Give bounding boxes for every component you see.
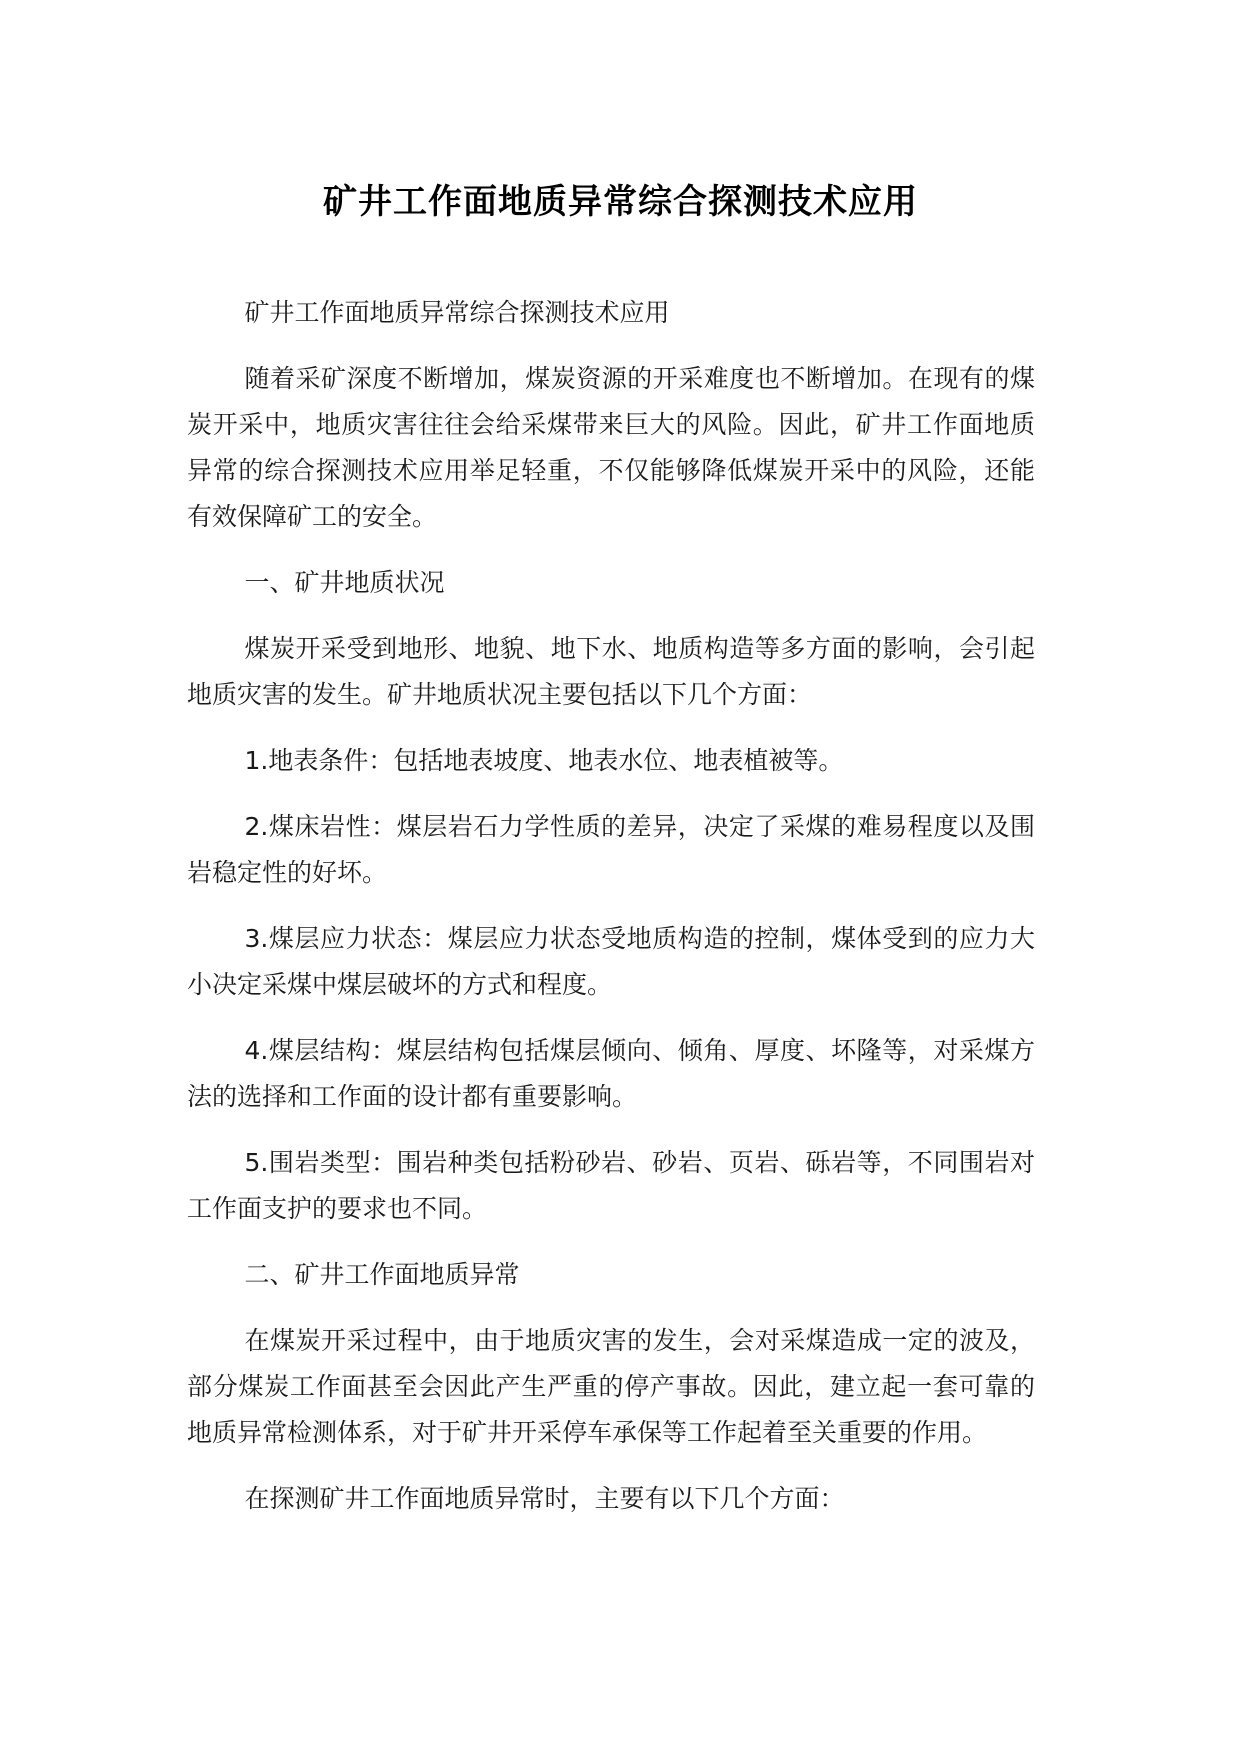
document-title: 矿井工作面地质异常综合探测技术应用 (323, 182, 918, 222)
list-item-surface: 1.地表条件：包括地表坡度、地表水位、地表植被等。 (244, 746, 844, 775)
list-item-lithology: 2.煤床岩性：煤层岩石力学性质的差异，决定了采煤的难易程度以及围岩稳定性的好坏。 (187, 812, 1035, 887)
paragraph-intro: 随着采矿深度不断增加，煤炭资源的开采难度也不断增加。在现有的煤炭开采中，地质灾害往往会给采煤带来巨大的风险。因此，矿井工作面地质异常的综合探测技术应用举足轻重，不仅能够降低煤炭开采中的风险，还能有效保障矿工的安全。 (187, 364, 1035, 531)
section-heading-geology: 一、矿井地质状况 (244, 568, 445, 597)
paragraph-subtitle: 矿井工作面地质异常综合探测技术应用 (244, 298, 670, 327)
paragraph-detection-intro: 在探测矿井工作面地质异常时，主要有以下几个方面： (244, 1484, 845, 1513)
document-body (187, 290, 1035, 1542)
paragraph-geology-overview: 煤炭开采受到地形、地貌、地下水、地质构造等多方面的影响，会引起地质灾害的发生。矿井地质状况主要包括以下几个方面： (187, 634, 1035, 709)
list-item-structure: 4.煤层结构：煤层结构包括煤层倾向、倾角、厚度、坏隆等，对采煤方法的选择和工作面的设计都有重要影响。 (187, 1036, 1035, 1111)
paragraph-anomaly-overview: 在煤炭开采过程中，由于地质灾害的发生，会对采煤造成一定的波及，部分煤炭工作面甚至会因此产生严重的停产事故。因此，建立起一套可靠的地质异常检测体系，对于矿井开采停车承保等工作起着至关重要的作用。 (187, 1326, 1035, 1447)
list-item-rock-type: 5.围岩类型：围岩种类包括粉砂岩、砂岩、页岩、砾岩等，不同围岩对工作面支护的要求也不同。 (187, 1148, 1035, 1223)
list-item-stress: 3.煤层应力状态：煤层应力状态受地质构造的控制，煤体受到的应力大小决定采煤中煤层破坏的方式和程度。 (187, 924, 1035, 999)
section-heading-anomaly: 二、矿井工作面地质异常 (244, 1260, 520, 1289)
